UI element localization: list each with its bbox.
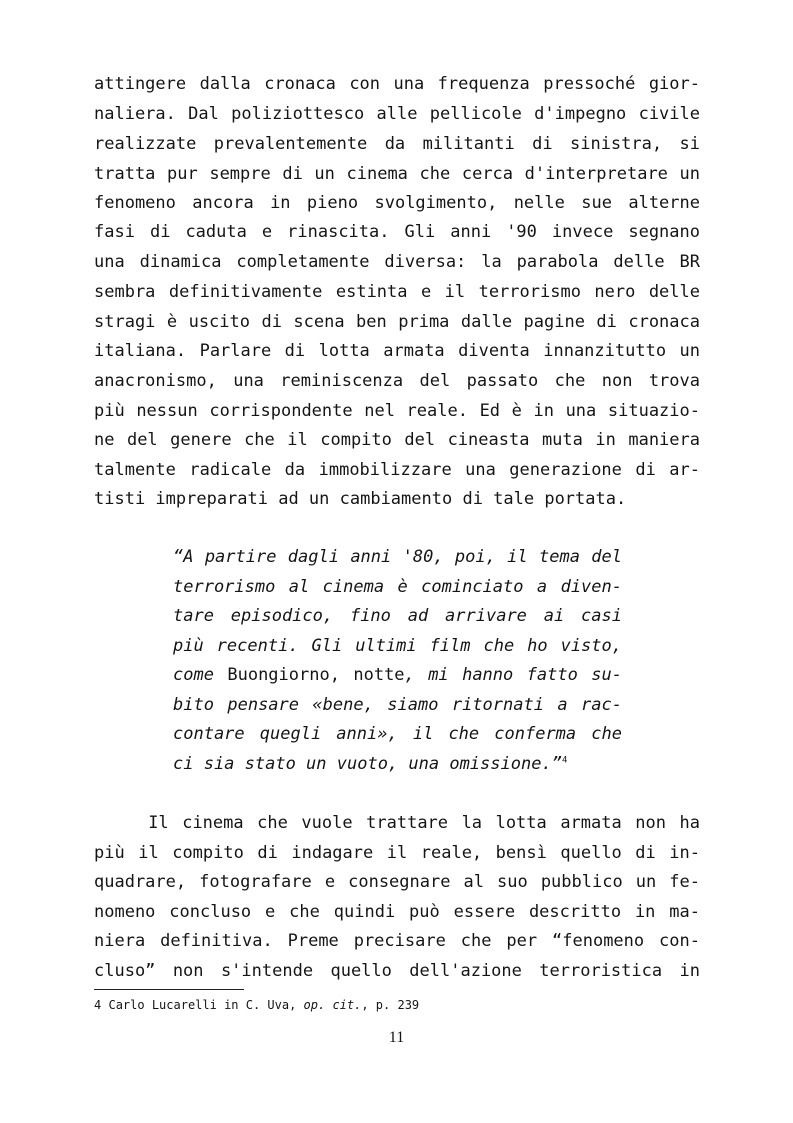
footnote-reference: 4 — [561, 755, 568, 766]
quote-line: più recenti. Gli ultimi film che ho visto, — [173, 636, 622, 656]
paragraph-1-line: più nessun corrispondente nel reale. Ed è in una situazio- — [94, 401, 700, 421]
paragraph-1-line: realizzate prevalentemente da militanti di sinistra, si — [94, 134, 700, 154]
paragraph-1-line: ne del genere che il compito del cineasta muta in maniera — [94, 430, 700, 450]
quote-line: bito pensare «bene, siamo ritornati a rac- — [173, 695, 622, 715]
footnote-page-ref: , p. 239 — [361, 998, 420, 1012]
paragraph-1-line: anacronismo, una reminiscenza del passato che non trova — [94, 371, 700, 391]
footnote-number: 4 — [94, 998, 102, 1012]
paragraph-2-line: più il compito di indagare il reale, bensì quello di in- — [94, 843, 700, 863]
footnote-divider — [94, 989, 244, 990]
quote-line: contare quegli anni», il che conferma che — [173, 724, 622, 744]
paragraph-2-line: quadrare, fotografare e consegnare al suo pubblico un fe- — [94, 872, 700, 892]
paragraph-1-line: stragi è uscito di scena ben prima dalle pagine di cronaca — [94, 312, 700, 332]
paragraph-1-line: sembra definitivamente estinta e il terrorismo nero delle — [94, 282, 700, 302]
footnote-work: op. cit. — [303, 998, 362, 1012]
paragraph-1-line: attingere dalla cronaca con una frequenza pressoché gior- — [94, 74, 700, 94]
film-title: Buongiorno, notte — [227, 665, 405, 685]
paragraph-1-line: naliera. Dal poliziottesco alle pellicole d'impegno civile — [94, 104, 700, 124]
quote-line: tare episodico, fino ad arrivare ai casi — [173, 606, 622, 626]
paragraph-1-line: tratta pur sempre di un cinema che cerca d'interpretare un — [94, 164, 700, 184]
paragraph-2-line: niera definitiva. Preme precisare che per “fenomeno con- — [94, 931, 700, 951]
paragraph-1-line: una dinamica completamente diversa: la parabola delle BR — [94, 252, 700, 272]
quote-line-5-start: come — [173, 665, 228, 685]
page-number: 11 — [388, 1029, 405, 1046]
footnote — [94, 998, 419, 1012]
quote-line: terrorismo al cinema è cominciato a diven- — [173, 577, 622, 597]
paragraph-2-line: cluso” non s'intende quello dell'azione terroristica in — [94, 961, 700, 981]
quote-line — [173, 754, 622, 774]
footnote-author: Carlo Lucarelli in C. Uva, — [108, 998, 297, 1012]
paragraph-1-line: tisti impreparati ad un cambiamento di tale portata. — [94, 489, 627, 509]
paragraph-2-line: nomeno concluso e che quindi può essere descritto in ma- — [94, 902, 700, 922]
paragraph-2-line: Il cinema che vuole trattare la lotta armata non ha — [94, 813, 700, 833]
paragraph-1-line: italiana. Parlare di lotta armata diventa innanzitutto un — [94, 341, 700, 361]
paragraph-1-line: talmente radicale da immobilizzare una generazione di ar- — [94, 460, 700, 480]
paragraph-1-line: fasi di caduta e rinascita. Gli anni '90 invece segnano — [94, 222, 700, 242]
quote-last-text: ci sia stato un vuoto, una omissione.” — [173, 754, 562, 774]
quote-line-5-end: , mi hanno fatto su- — [404, 665, 622, 685]
quote-line: “A partire dagli anni '80, poi, il tema del — [173, 547, 622, 567]
quote-line — [173, 665, 622, 685]
paragraph-1-line: fenomeno ancora in pieno svolgimento, nelle sue alterne — [94, 193, 700, 213]
